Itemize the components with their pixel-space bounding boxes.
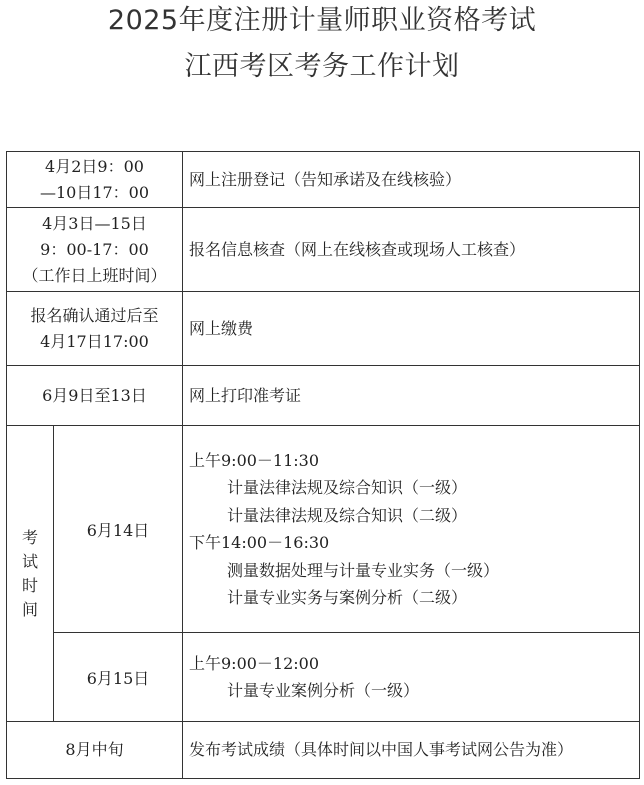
time-line: （工作日上班时间） bbox=[22, 265, 167, 285]
time-cell bbox=[7, 366, 183, 426]
exam-label-char: 时 bbox=[21, 575, 38, 595]
exam-session-cell bbox=[183, 633, 640, 722]
time-cell bbox=[7, 292, 183, 366]
session-line: 计量专业实务与案例分析（二级） bbox=[227, 588, 468, 607]
time-cell: 8月中旬 bbox=[7, 722, 183, 779]
table-row bbox=[7, 152, 640, 208]
session-line: 计量专业案例分析（一级） bbox=[227, 681, 420, 700]
table-row bbox=[7, 722, 640, 779]
time-line: 报名确认通过后至 bbox=[30, 305, 159, 325]
time-line: 4月2日9：00 bbox=[45, 156, 144, 176]
exam-time-label bbox=[7, 426, 54, 722]
exam-label-char: 间 bbox=[21, 599, 38, 619]
event-cell: 网上注册登记（告知承诺及在线核验） bbox=[183, 152, 640, 208]
time-line: 4月3日—15日 bbox=[42, 213, 147, 233]
session-line: 上午9:00－12:00 bbox=[189, 653, 320, 673]
event-cell: 网上缴费 bbox=[183, 292, 640, 366]
event-cell: 网上打印准考证 bbox=[183, 366, 640, 426]
page-title: 2025年度注册计量师职业资格考试 bbox=[107, 5, 537, 36]
session-line: 上午9:00－11:30 bbox=[189, 450, 320, 470]
exam-session-cell bbox=[183, 426, 640, 633]
time-line: —10日17：00 bbox=[39, 182, 150, 202]
session-line: 测量数据处理与计量专业实务（一级） bbox=[227, 560, 500, 580]
exam-date-cell: 6月14日 bbox=[54, 426, 183, 633]
event-cell: 发布考试成绩（具体时间以中国人事考试网公告为准） bbox=[183, 722, 640, 779]
time-line: 6月9日至13日 bbox=[42, 385, 147, 405]
time-line: 4月17日17:00 bbox=[40, 331, 149, 351]
time-line: 9：00-17：00 bbox=[40, 239, 149, 259]
session-line: 计量法律法规及综合知识（一级） bbox=[227, 478, 468, 497]
exam-date-cell: 6月15日 bbox=[54, 633, 183, 722]
event-cell: 报名信息核查（网上在线核查或现场人工核查） bbox=[183, 208, 640, 292]
table-row bbox=[7, 208, 640, 292]
table-row bbox=[7, 633, 640, 722]
session-line: 下午14:00－16:30 bbox=[189, 533, 330, 552]
time-cell bbox=[7, 152, 183, 208]
exam-label-char: 考 bbox=[21, 527, 38, 547]
table-row bbox=[7, 366, 640, 426]
page-subtitle: 江西考区考务工作计划 bbox=[184, 51, 460, 82]
time-cell bbox=[7, 208, 183, 292]
exam-label-char: 试 bbox=[21, 551, 38, 571]
session-line: 计量法律法规及综合知识（二级） bbox=[227, 505, 468, 525]
table-row bbox=[7, 292, 640, 366]
schedule-table bbox=[6, 151, 640, 779]
table-row bbox=[7, 426, 640, 633]
